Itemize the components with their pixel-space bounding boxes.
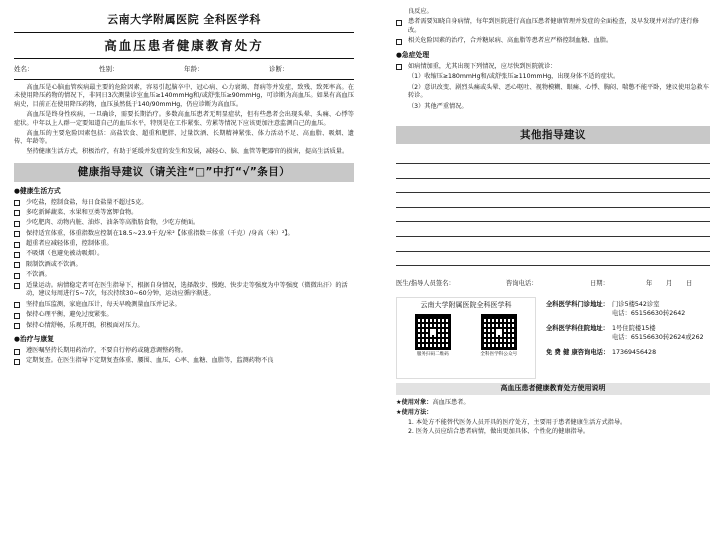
consult-phone[interactable]: 咨询电话： [506, 280, 538, 288]
qr-panel-title: 云南大学附属医院全科医学科 [420, 301, 512, 310]
info-divider [14, 79, 354, 80]
writing-line[interactable] [396, 149, 710, 164]
checkbox[interactable] [14, 313, 20, 319]
checkbox[interactable] [14, 359, 20, 365]
patient-info-row [14, 65, 354, 74]
lifestyle-heading: ●健康生活方式 [14, 186, 61, 195]
usage-method-item: 1. 本处方不能替代医务人员开具的医疗处方，主要用于患者健康生活方式指导。 [408, 418, 627, 426]
usage-method-label: ★使用方法： [396, 408, 433, 416]
writing-line[interactable] [396, 179, 710, 194]
writing-line[interactable] [396, 252, 710, 267]
checkbox[interactable] [14, 231, 20, 237]
treatment-heading: ●治疗与康复 [14, 335, 54, 344]
writing-line[interactable] [396, 208, 710, 223]
treatment-item: 定期复查。在医生指导下定期复查体重、腰围、血压、心率、血糖、血脂等，监测药物不良 [14, 357, 354, 366]
checkbox[interactable] [14, 210, 20, 216]
usage-target: ★使用对象：高血压患者。 [396, 399, 470, 407]
checkbox[interactable] [14, 283, 20, 289]
checkbox[interactable] [14, 242, 20, 248]
treatment-item: 遵医嘱坚持长期用药治疗，不要自行停药或随意调整药物。 [14, 347, 354, 356]
checkbox[interactable] [396, 20, 402, 26]
contact-entry: 免 费 健 康咨询电话： 17369456428 [546, 348, 657, 356]
lifestyle-item: 适量运动。病情稳定者可在医生指导下，根据自身情况，选择散步、慢跑、快步走等强度为中等强度（微微出汗）的活动，建议每周进行5~7次，每次持续30~60分钟，运动应循序渐进。 [14, 282, 354, 300]
emergency-heading: ●急症处理 [396, 51, 430, 60]
intro-paragraph: 高血压是终身性疾病，一旦确诊，需要长期治疗。多数高血压患者无明显症状，但有些患者会出现头晕、头痛、心悸等症状。中年以上人群一定要知道自己的血压水平，特别是在工作紧张、劳累等情况下应该更加注意监测自己的血压。 [14, 110, 354, 127]
checkbox[interactable] [14, 221, 20, 227]
lifestyle-item: 保持心情舒畅，乐观开朗，积极面对压力。 [14, 322, 354, 331]
writing-line[interactable] [396, 237, 710, 252]
checkbox[interactable] [396, 64, 402, 70]
checkbox[interactable] [14, 273, 20, 279]
contact-entry: 全科医学科门诊地址： 门诊5楼542诊室 电话：65156630转2642 [546, 301, 686, 318]
right-page [370, 0, 724, 557]
writing-lines [396, 149, 710, 266]
checkbox[interactable] [14, 200, 20, 206]
followup-item: 患者需要知晓自身病情，每年到医院进行高血压患者健康管理并发症的全面检查，及早发现并对治疗进行修改。 [396, 18, 710, 36]
prescription-title: 高血压患者健康教育处方 [104, 37, 264, 53]
lifestyle-item: 保持心理平衡，避免过度紧张。 [14, 311, 354, 320]
intro-paragraph: 高血压是心脑血管疾病最主要的危险因素，容易引起脑卒中、冠心病、心力衰竭、肾病等并发症，致残、致死率高。在未使用降压药物的情况下，非同日3次测量诊室血压≥140mmHg和/或舒张压≥90mmHg，可诊断为高血压。如果有高血压病史，目前正在使用降压药物，血压虽然低于140/90mmHg，仍应诊断为高血压。 [14, 83, 354, 109]
intro-paragraph: 坚持健康生活方式，积极治疗，有助于延缓并发症的发生和发展，减轻心、脑、血管等靶器官的损害，提高生活质量。 [26, 148, 349, 156]
qr-code-icon[interactable] [415, 314, 451, 350]
sex-field[interactable]: 性别： [99, 65, 119, 74]
qr-item: 服务扫码二维码 [415, 314, 451, 359]
checkbox[interactable] [14, 349, 20, 355]
checkbox[interactable] [14, 302, 20, 308]
diagnosis-field[interactable]: 诊断： [269, 65, 289, 74]
contact-entry: 全科医学科住院地址： 1号住院楼15楼 电话：65156630转2624或262 [546, 324, 704, 341]
lifestyle-item: 保持适宜体重，体重指数应控制在18.5~23.9千克/米²【体重指数＝体重（千克）/身高（米）²】。 [14, 230, 354, 239]
title-divider [14, 32, 354, 33]
hospital-name: 云南大学附属医院 全科医学科 [107, 13, 261, 26]
checkbox[interactable] [14, 323, 20, 329]
contact-block [396, 297, 710, 379]
lifestyle-item: 不吸烟（也避免被动吸烟）。 [14, 250, 354, 259]
qr-panel [396, 297, 536, 379]
intro-paragraph: 高血压的主要危险因素包括：高盐饮食、超重和肥胖、过量饮酒、长期精神紧张、体力活动不足、高血脂、吸烟、遗传、年龄等。 [14, 129, 354, 146]
emergency-item: 如病情加重，尤其出现下列情况，应尽快到医院就诊： [396, 63, 710, 72]
year-label: 年 [646, 280, 653, 288]
doctor-signature[interactable]: 医生/指导人员签名： [396, 280, 455, 288]
emergency-sub-item: （2）意识改变、剧烈头痛或头晕、恶心呕吐、视物模糊、眼痛、心悸、胸闷、喘憋不能平卧，建议使用急救车转诊。 [408, 83, 709, 100]
emergency-sub-item: （3）其他严重情况。 [408, 102, 468, 110]
emergency-sub-item: （1）收缩压≥180mmHg和/或舒张压≥110mmHg，出现身体不适的症状。 [408, 73, 620, 81]
checkbox[interactable] [14, 252, 20, 258]
contact-list [536, 297, 710, 379]
day-label: 日 [686, 280, 693, 288]
writing-line[interactable] [396, 222, 710, 237]
name-field[interactable]: 姓名： [14, 65, 34, 74]
qr-item: 全科医学科公众号 [480, 314, 517, 359]
lifestyle-item: 超重者应减轻体重，控制体重。 [14, 240, 354, 249]
lifestyle-item: 限制饮酒或不饮酒。 [14, 261, 354, 270]
title-divider-bottom [14, 58, 354, 59]
month-label: 月 [666, 280, 673, 288]
other-guidance-banner: 其他指导建议 [396, 126, 710, 145]
date-label: 日期： [590, 280, 609, 288]
lifestyle-item: 不饮酒。 [14, 271, 354, 280]
checkbox[interactable] [14, 262, 20, 268]
usage-instructions-title: 高血压患者健康教育处方使用说明 [396, 383, 710, 395]
checkbox[interactable] [396, 39, 402, 45]
age-field[interactable]: 年龄： [184, 65, 204, 74]
usage-method-item: 2. 医务人员应结合患者病情，做出更加具体、个性化的健康指导。 [408, 428, 590, 436]
lifestyle-item: 坚持血压监测，家庭血压计，每天早晚测量血压并记录。 [14, 301, 354, 310]
writing-line[interactable] [396, 164, 710, 179]
lifestyle-item: 少吃肥肉、动物内脏、油炸、油条等高脂肪食物，少吃方便面。 [14, 219, 354, 228]
lifestyle-item: 多吃新鲜蔬菜、水果和豆类等富钾食物。 [14, 209, 354, 218]
guidance-banner: 健康指导建议（请关注“□”中打“√”条目） [14, 163, 354, 182]
writing-line[interactable] [396, 193, 710, 208]
continued-text: 良反应。 [408, 8, 433, 15]
lifestyle-item: 少吃盐，控制食盐，每日食盐量不超过5克。 [14, 199, 354, 208]
signature-row [396, 280, 710, 289]
followup-item: 相关危险因素的治疗，合并糖尿病、高血脂等患者应严格控制血糖、血脂。 [396, 37, 710, 46]
qr-code-icon[interactable] [481, 314, 517, 350]
